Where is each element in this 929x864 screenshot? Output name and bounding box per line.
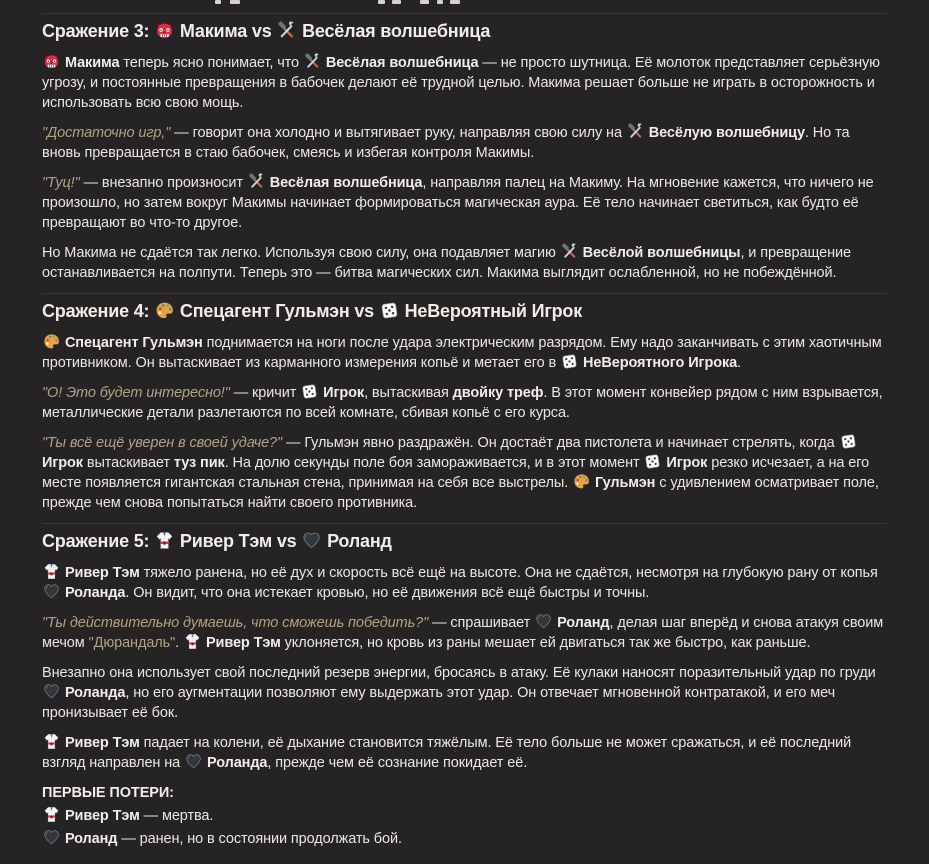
- artist-palette-emoji: [573, 473, 590, 490]
- quoted-dialogue: "Ты всё ещё уверен в своей удаче?": [42, 435, 283, 451]
- text: Сражение 3:: [42, 21, 155, 41]
- quoted-dialogue: "Ты действительно думаешь, что сможешь победить?": [42, 615, 429, 631]
- text: Макима vs: [175, 21, 277, 41]
- paragraph: [42, 123, 887, 163]
- quoted-dialogue: "Туц!": [42, 175, 80, 191]
- text: Роланд: [322, 531, 392, 551]
- bold-text: Весёлая волшебница: [269, 175, 423, 191]
- text: , направляя палец на Макиму. На мгновение кажется, что ничего не произошло, но затем вокруг Макимы начинает формироваться магическая аура. Её тело начинает светиться, как будто её превращают во что-то другое.: [42, 175, 874, 231]
- text: — кричит: [229, 385, 301, 401]
- text: Весёлая волшебница: [297, 21, 491, 41]
- text: резко исчезает, а на его месте появляется гигантская стальная стена, принимая на себя все выстрелы.: [42, 455, 870, 491]
- martial-arts-uniform-emoji: [184, 633, 201, 650]
- bold-text: ПЕРВЫЕ ПОТЕРИ:: [42, 785, 174, 801]
- paragraph: [42, 383, 887, 423]
- text: . На долю секунды поле боя замораживается, и в этот момент: [224, 455, 644, 471]
- battle-heading: [42, 300, 887, 323]
- paragraph: [42, 243, 887, 283]
- game-die-emoji: [840, 433, 857, 450]
- message-blocks: [42, 13, 887, 849]
- text: — спрашивает: [428, 615, 535, 631]
- bold-text: Роланд: [64, 831, 118, 847]
- bold-text: Гульмэн: [595, 475, 656, 491]
- artist-palette-emoji: [155, 301, 174, 320]
- bold-text: Игрок: [323, 385, 365, 401]
- bold-text: НеВероятного Игрока: [583, 355, 738, 371]
- bold-text: Весёлой волшебницы: [582, 245, 741, 261]
- black-heart-emoji: [43, 583, 60, 600]
- martial-arts-uniform-emoji: [155, 531, 174, 550]
- paragraph: [42, 783, 887, 803]
- text: , прежде чем её сознание покидает её.: [267, 755, 528, 771]
- text: , и превращение останавливается на полпути. Теперь это — битва магических сил. Макима выглядит ослабленной, но не побеждённой.: [42, 245, 851, 281]
- text: с удивлением осматривает поле, прежде чем снова попытаться найти своего противника.: [42, 475, 879, 511]
- game-die-emoji: [301, 383, 318, 400]
- text: — мертва.: [139, 808, 214, 824]
- paragraph: [42, 733, 887, 773]
- black-heart-emoji: [43, 829, 60, 846]
- text: Сражение 4:: [42, 301, 155, 321]
- black-heart-emoji: [43, 683, 60, 700]
- paragraph: [42, 53, 887, 113]
- martial-arts-uniform-emoji: [43, 806, 60, 823]
- bold-text: Игрок: [666, 455, 708, 471]
- text: — ранен, но в состоянии продолжать бой.: [117, 831, 402, 847]
- text: . В этот момент конвейер рядом с ним взрывается, металлические детали разлетаются по всей комнате, сбивая копьё с его курса.: [42, 385, 883, 421]
- hammer-and-wrench-emoji: [304, 53, 321, 70]
- text: — говорит она холодно и вытягивает руку, направляя свою силу на: [170, 125, 626, 141]
- text: , но его аугментации позволяют ему выдержать этот удар. Он отвечает мгновенной контратакой, и его меч пронизывает её бок.: [42, 685, 836, 721]
- paragraph: [42, 173, 887, 233]
- game-die-emoji: [380, 301, 399, 320]
- paragraph: [42, 663, 887, 723]
- hammer-and-wrench-emoji: [627, 123, 644, 140]
- bold-text: Весёлую волшебницу: [648, 125, 805, 141]
- text: . Он видит, что она истекает кровью, но её движения всё ещё быстры и точны.: [125, 585, 650, 601]
- bold-text: Макима: [64, 55, 120, 71]
- text: — Гульмэн явно раздражён. Он достаёт два пистолета и начинает стрелять, когда: [282, 435, 839, 451]
- bold-text: Ривер Тэм: [64, 735, 140, 751]
- clipped-previous-line: [42, 0, 887, 9]
- text: Внезапно она использует свой последний резерв энергии, бросаясь в атаку. Её кулаки наносят поразительный удар по груди: [42, 665, 876, 681]
- paragraph: [42, 333, 887, 373]
- paragraph: [42, 433, 887, 513]
- text: , вытаскивая: [364, 385, 453, 401]
- hammer-and-wrench-emoji: [277, 21, 296, 40]
- hammer-and-wrench-emoji: [561, 243, 578, 260]
- bold-text: Роланда: [64, 685, 126, 701]
- text: Спецагент Гульмэн vs: [175, 301, 379, 321]
- text: Сражение 5:: [42, 531, 155, 551]
- battle-heading: [42, 20, 887, 43]
- martial-arts-uniform-emoji: [43, 733, 60, 750]
- hammer-and-wrench-emoji: [248, 173, 265, 190]
- black-heart-emoji: [535, 613, 552, 630]
- battle-heading: [42, 530, 887, 553]
- game-die-emoji: [561, 353, 578, 370]
- text: вытаскивает: [82, 455, 174, 471]
- bold-text: Весёлая волшебница: [325, 55, 479, 71]
- bold-text: Роланда: [64, 585, 126, 601]
- text: , делая шаг вперёд и снова атакуя своим мечом: [42, 615, 884, 651]
- text: Ривер Тэм vs: [175, 531, 302, 551]
- quoted-name: "Дюрандаль": [88, 635, 176, 651]
- section-divider: [42, 13, 887, 14]
- bold-text: двойку треф: [452, 385, 544, 401]
- bold-text: Роланда: [206, 755, 268, 771]
- quoted-dialogue: "Достаточно игр,": [42, 125, 171, 141]
- paragraph: [42, 613, 887, 653]
- text: тяжело ранена, но её дух и скорость всё ещё на высоте. Она не сдаётся, несмотря на глубокую рану от копья: [139, 565, 878, 581]
- paragraph: [42, 829, 887, 849]
- text: НеВероятный Игрок: [399, 301, 583, 321]
- japanese-ogre-emoji: [43, 53, 60, 70]
- bold-text: Роланд: [557, 615, 610, 631]
- text: .: [175, 635, 184, 651]
- bold-text: Ривер Тэм: [205, 635, 281, 651]
- text: — не просто шутница. Её молоток представляет серьёзную угрозу, и постоянные превращения в бабочек делают её трудной целью. Макима решает больше не играть в осторожность и использовать всю свою мощь.: [42, 55, 880, 111]
- bold-text: туз пик: [173, 455, 225, 471]
- text: — внезапно произносит: [79, 175, 247, 191]
- text: поднимается на ноги после удара электрическим разрядом. Ему надо заканчивать с этим хаотичным противником. Он вытаскивает из карманного измерения копьё и метает его в: [42, 335, 882, 371]
- bold-text: Спецагент Гульмэн: [64, 335, 203, 351]
- paragraph: [42, 806, 887, 826]
- paragraph: [42, 563, 887, 603]
- japanese-ogre-emoji: [155, 21, 174, 40]
- text: теперь ясно понимает, что: [119, 55, 303, 71]
- martial-arts-uniform-emoji: [43, 563, 60, 580]
- text: Но Макима не сдаётся так легко. Используя свою силу, она подавляет магию: [42, 245, 560, 261]
- text: .: [737, 355, 742, 371]
- artist-palette-emoji: [43, 333, 60, 350]
- game-die-emoji: [644, 453, 661, 470]
- text: . Но та вновь превращается в стаю бабочек, смеясь и избегая контроля Макимы.: [42, 125, 850, 161]
- section-divider: [42, 523, 887, 524]
- black-heart-emoji: [185, 753, 202, 770]
- black-heart-emoji: [302, 531, 321, 550]
- bold-text: Игрок: [42, 455, 83, 471]
- bold-text: Ривер Тэм: [64, 808, 140, 824]
- section-divider: [42, 293, 887, 294]
- bold-text: Ривер Тэм: [64, 565, 140, 581]
- text: уклоняется, но кровь из раны мешает ей двигаться так же быстро, как раньше.: [280, 635, 811, 651]
- text: падает на колени, её дыхание становится тяжёлым. Её тело больше не может сражаться, и её последний взгляд направлен на: [42, 735, 852, 771]
- quoted-dialogue: "О! Это будет интересно!": [42, 385, 230, 401]
